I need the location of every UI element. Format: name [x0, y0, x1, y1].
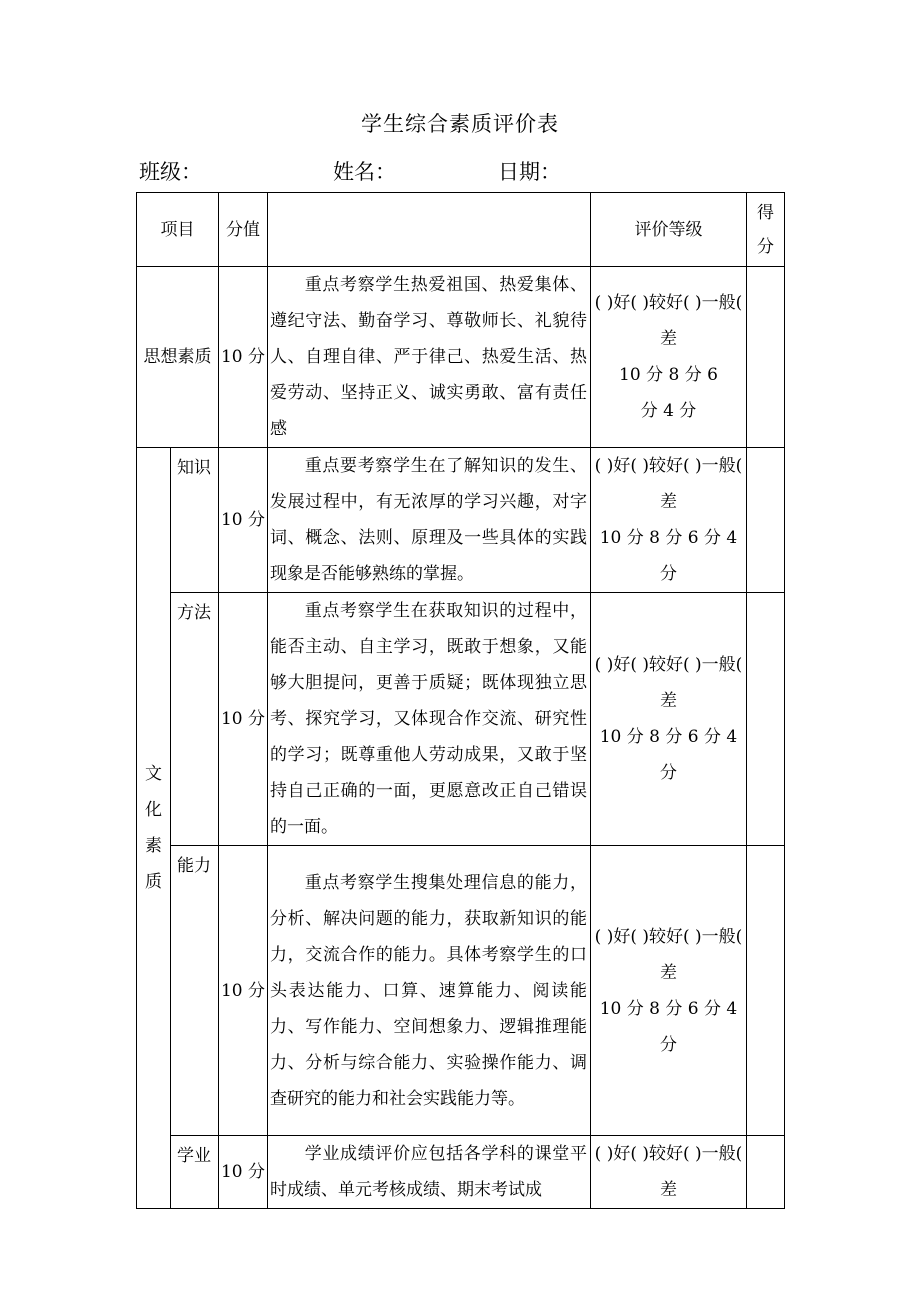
item-nengli: 能力	[171, 846, 219, 1136]
table-row	[137, 267, 785, 448]
points-xueye: 10 分	[219, 1136, 268, 1209]
score-cell[interactable]	[747, 267, 785, 448]
item-xueye: 学业	[171, 1136, 219, 1209]
score-cell[interactable]	[747, 448, 785, 593]
table-row	[137, 1136, 785, 1209]
item-sixiang: 思想素质	[137, 267, 219, 448]
table-row	[137, 846, 785, 1136]
header-score	[747, 193, 785, 267]
header-grade: 评价等级	[591, 193, 747, 267]
group-wenhua: 文 化 素 质	[137, 448, 171, 1209]
points-zhishi: 10 分	[219, 448, 268, 593]
grade-fangfa: ( )好( )较好( )一般( 差 10 分 8 分 6 分 4 分	[591, 593, 747, 846]
class-label: 班级：	[139, 160, 202, 184]
item-fangfa: 方法	[171, 593, 219, 846]
description-zhishi: 重点要考察学生在了解知识的发生、发展过程中，有无浓厚的学习兴趣，对字词、概念、法则、原理及一些具体的实践现象是否能够熟练的掌握。	[268, 448, 591, 593]
header-item: 项目	[137, 193, 219, 267]
description-xueye: 学业成绩评价应包括各学科的课堂平时成绩、单元考核成绩、期末考试成	[268, 1136, 591, 1209]
description-sixiang: 重点考察学生热爱祖国、热爱集体、遵纪守法、勤奋学习、尊敬师长、礼貌待人、自理自律、严于律己、热爱生活、热爱劳动、坚持正义、诚实勇敢、富有责任感	[268, 267, 591, 448]
header-score-char1: 得	[757, 202, 774, 223]
name-label: 姓名：	[333, 160, 396, 184]
table-header-row	[137, 193, 785, 267]
score-cell[interactable]	[747, 846, 785, 1136]
header-description	[268, 193, 591, 267]
header-points: 分值	[219, 193, 268, 267]
table-row	[137, 448, 785, 593]
description-fangfa: 重点考察学生在获取知识的过程中，能否主动、自主学习，既敢于想象，又能够大胆提问，更善于质疑；既体现独立思考、探究学习，又体现合作交流、研究性的学习；既尊重他人劳动成果，又敢于坚持自己正确的一面，更愿意改正自己错误的一面。	[268, 593, 591, 846]
header-score-char2: 分	[757, 236, 774, 257]
page-title: 学生综合素质评价表	[361, 112, 559, 136]
item-zhishi: 知识	[171, 448, 219, 593]
grade-nengli: ( )好( )较好( )一般( 差 10 分 8 分 6 分 4 分	[591, 846, 747, 1136]
points-sixiang: 10 分	[219, 267, 268, 448]
score-cell[interactable]	[747, 1136, 785, 1209]
description-nengli: 重点考察学生搜集处理信息的能力，分析、解决问题的能力，获取新知识的能力，交流合作的能力。具体考察学生的口头表达能力、口算、速算能力、阅读能力、写作能力、空间想象力、逻辑推理能力、分析与综合能力、实验操作能力、调查研究的能力和社会实践能力等。	[268, 846, 591, 1136]
evaluation-table	[136, 192, 785, 1209]
grade-sixiang: ( )好( )较好( )一般( 差 10 分 8 分 6 分 4 分	[591, 267, 747, 448]
grade-zhishi: ( )好( )较好( )一般( 差 10 分 8 分 6 分 4 分	[591, 448, 747, 593]
points-fangfa: 10 分	[219, 593, 268, 846]
grade-xueye: ( )好( )较好( )一般( 差	[591, 1136, 747, 1209]
points-nengli: 10 分	[219, 846, 268, 1136]
table-row	[137, 593, 785, 846]
date-label: 日期：	[498, 160, 561, 184]
score-cell[interactable]	[747, 593, 785, 846]
